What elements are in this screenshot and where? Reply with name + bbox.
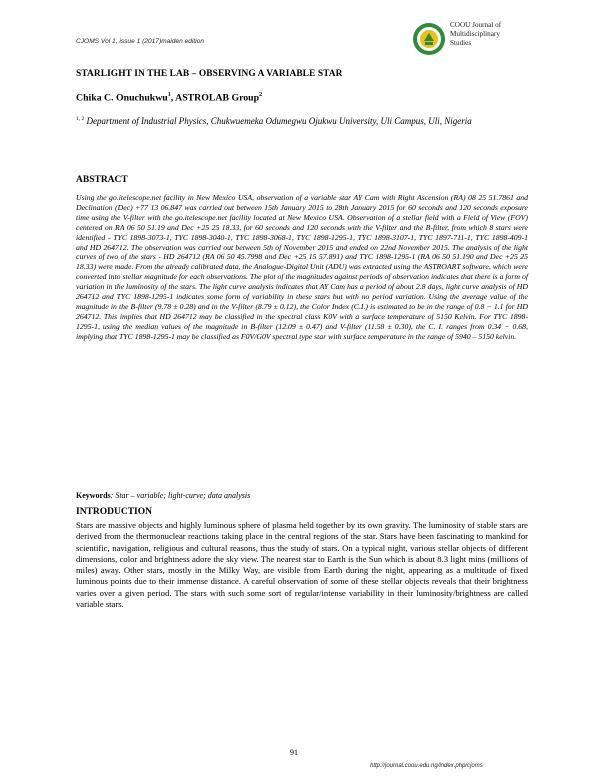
running-head: CJOMS Vol 1, issue 1 (2017)maiden edition [76, 38, 205, 45]
keywords-label: Keywords [76, 491, 111, 500]
keywords [76, 491, 250, 500]
paper-title: STARLIGHT IN THE LAB – OBSERVING A VARIABLE STAR [76, 69, 343, 79]
journal-name-line-1: COOU Journal of [450, 21, 502, 29]
page-number: 91 [290, 748, 298, 757]
abstract-heading: ABSTRACT [76, 175, 128, 185]
abstract-text: Using the go.itelescope.net facility in New Mexico USA, observation of a variable star AY Cam with Right Ascension (RA) 08 25 51.7861 and Declination (Dec) +77 13 06.847 was carried out between 15th January 2015 to 28th January 2015 for 60 seconds and 120 seconds exposure time using the V-filter with the go.itelescope.net facility located at New Mexico USA. Observation of a stellar field with a Field of View (FOV) centered on RA 06 50 51.19 and Dec +25 25 18.33, for 60 seconds and 120 seconds with the V-filter and the B-filter, from which 8 stars were identified - TYC 1898-3073-1, TYC 1898-3040-1, TYC 1898-3068-1, TYC 1898-1295-1, TYC 1898-3107-1, TYC 1897-711-1, TYC 1898-409-1 and HD 264712. The observation was carried out between 5th of November 2015 and ended on 22nd November 2015. The analysis of the light curves of two of the stars - HD 264712 (RA 06 50 45.7998 and Dec +25 15 57.891) and TYC 1898-1295-1 (RA 06 50 51.190 and Dec +25 25 18.33) were made. From the already calibrated data, the Analogue-Digital Unit (ADU) was extracted using the ASTROART software, which were converted into stellar magnitude for each observations. The plot of the magnitudes against periods of observation indicates that there is a form of variation in the luminosity of the stars. The light curve analysis indicates that AY Cam has a period of about 2.8 days, light curve analysis of HD 264712 and TYC 1898-1295-1 indicates some form of variability in these stars but with no period variation. Using the average value of the magnitude in the B-filter (9.78 ± 0.28) and in the V-filter (8.79 ± 0.12), the Color Index (C.I.) is estimated to be in the range of 0.8 − 1.1 for HD 264712. This implies that HD 264712 may be classified in the spectral class K0V with a surface temperature of 5150 Kelvin. For TYC 1898-1295-1, using the median values of the magnitude in B-filter (12.09 ± 0.47) and V-filter (11.58 ± 0.30), the C. I. ranges from 0.34 − 0.68, implying that TYC 1898-1295-1 may be classified as F0V/G0V spectral type star with surface temperature in the range of 5940 – 5150 kelvin. [76, 193, 528, 341]
author-2-affiliation-mark: 2 [259, 92, 263, 98]
author-separator: , [170, 92, 176, 104]
author-2: ASTROLAB Group [175, 92, 260, 104]
journal-name-line-3: Studies [450, 39, 472, 47]
author-line [76, 92, 262, 103]
journal-logo [412, 22, 446, 56]
journal-name [450, 21, 530, 48]
keywords-values: : Star – variable; light-curve; data analysis [110, 491, 251, 500]
introduction-text: Stars are massive objects and highly luminous sphere of plasma held together by its own gravity. The luminosity of stable stars are derived from the thermonuclear reactions taking place in the central regions of the star. Stars have been fascinating to mankind for scientific, navigation, religious and cultural reasons, thus the study of stars. On a typical night, various stellar objects of different dimensions, color and brightness adore the sky view. The nearest star to Earth is the Sun which is about 8.3 light mins (millions of miles) away. Other stars, mostly in the Milky Way, are visible from Earth during the night, appearing as a multitude of fixed luminous points due to their immense distance. A careful observation of some of these stellar objects reveals that their brightness varies over a given period. The stars with such some sort of regular/intense variability in their luminosity/brightness are called variable stars. [76, 520, 528, 610]
journal-url[interactable]: http://journal.coou.edu.ng/index.php/cjoms [370, 763, 483, 769]
affiliation-text: Department of Industrial Physics, Chukwuemeka Odumegwu Ojukwu University, Uli Campus, Uli, Nigeria [84, 116, 472, 126]
introduction-heading: INTRODUCTION [76, 507, 153, 517]
affiliation [76, 113, 526, 127]
author-1-affiliation-mark: 1 [167, 92, 171, 98]
journal-name-line-2: Multidisciplinary [450, 30, 500, 38]
affiliation-marks: 1, 2 [76, 116, 85, 122]
author-1: Chika C. Onuchukwu [76, 92, 168, 104]
